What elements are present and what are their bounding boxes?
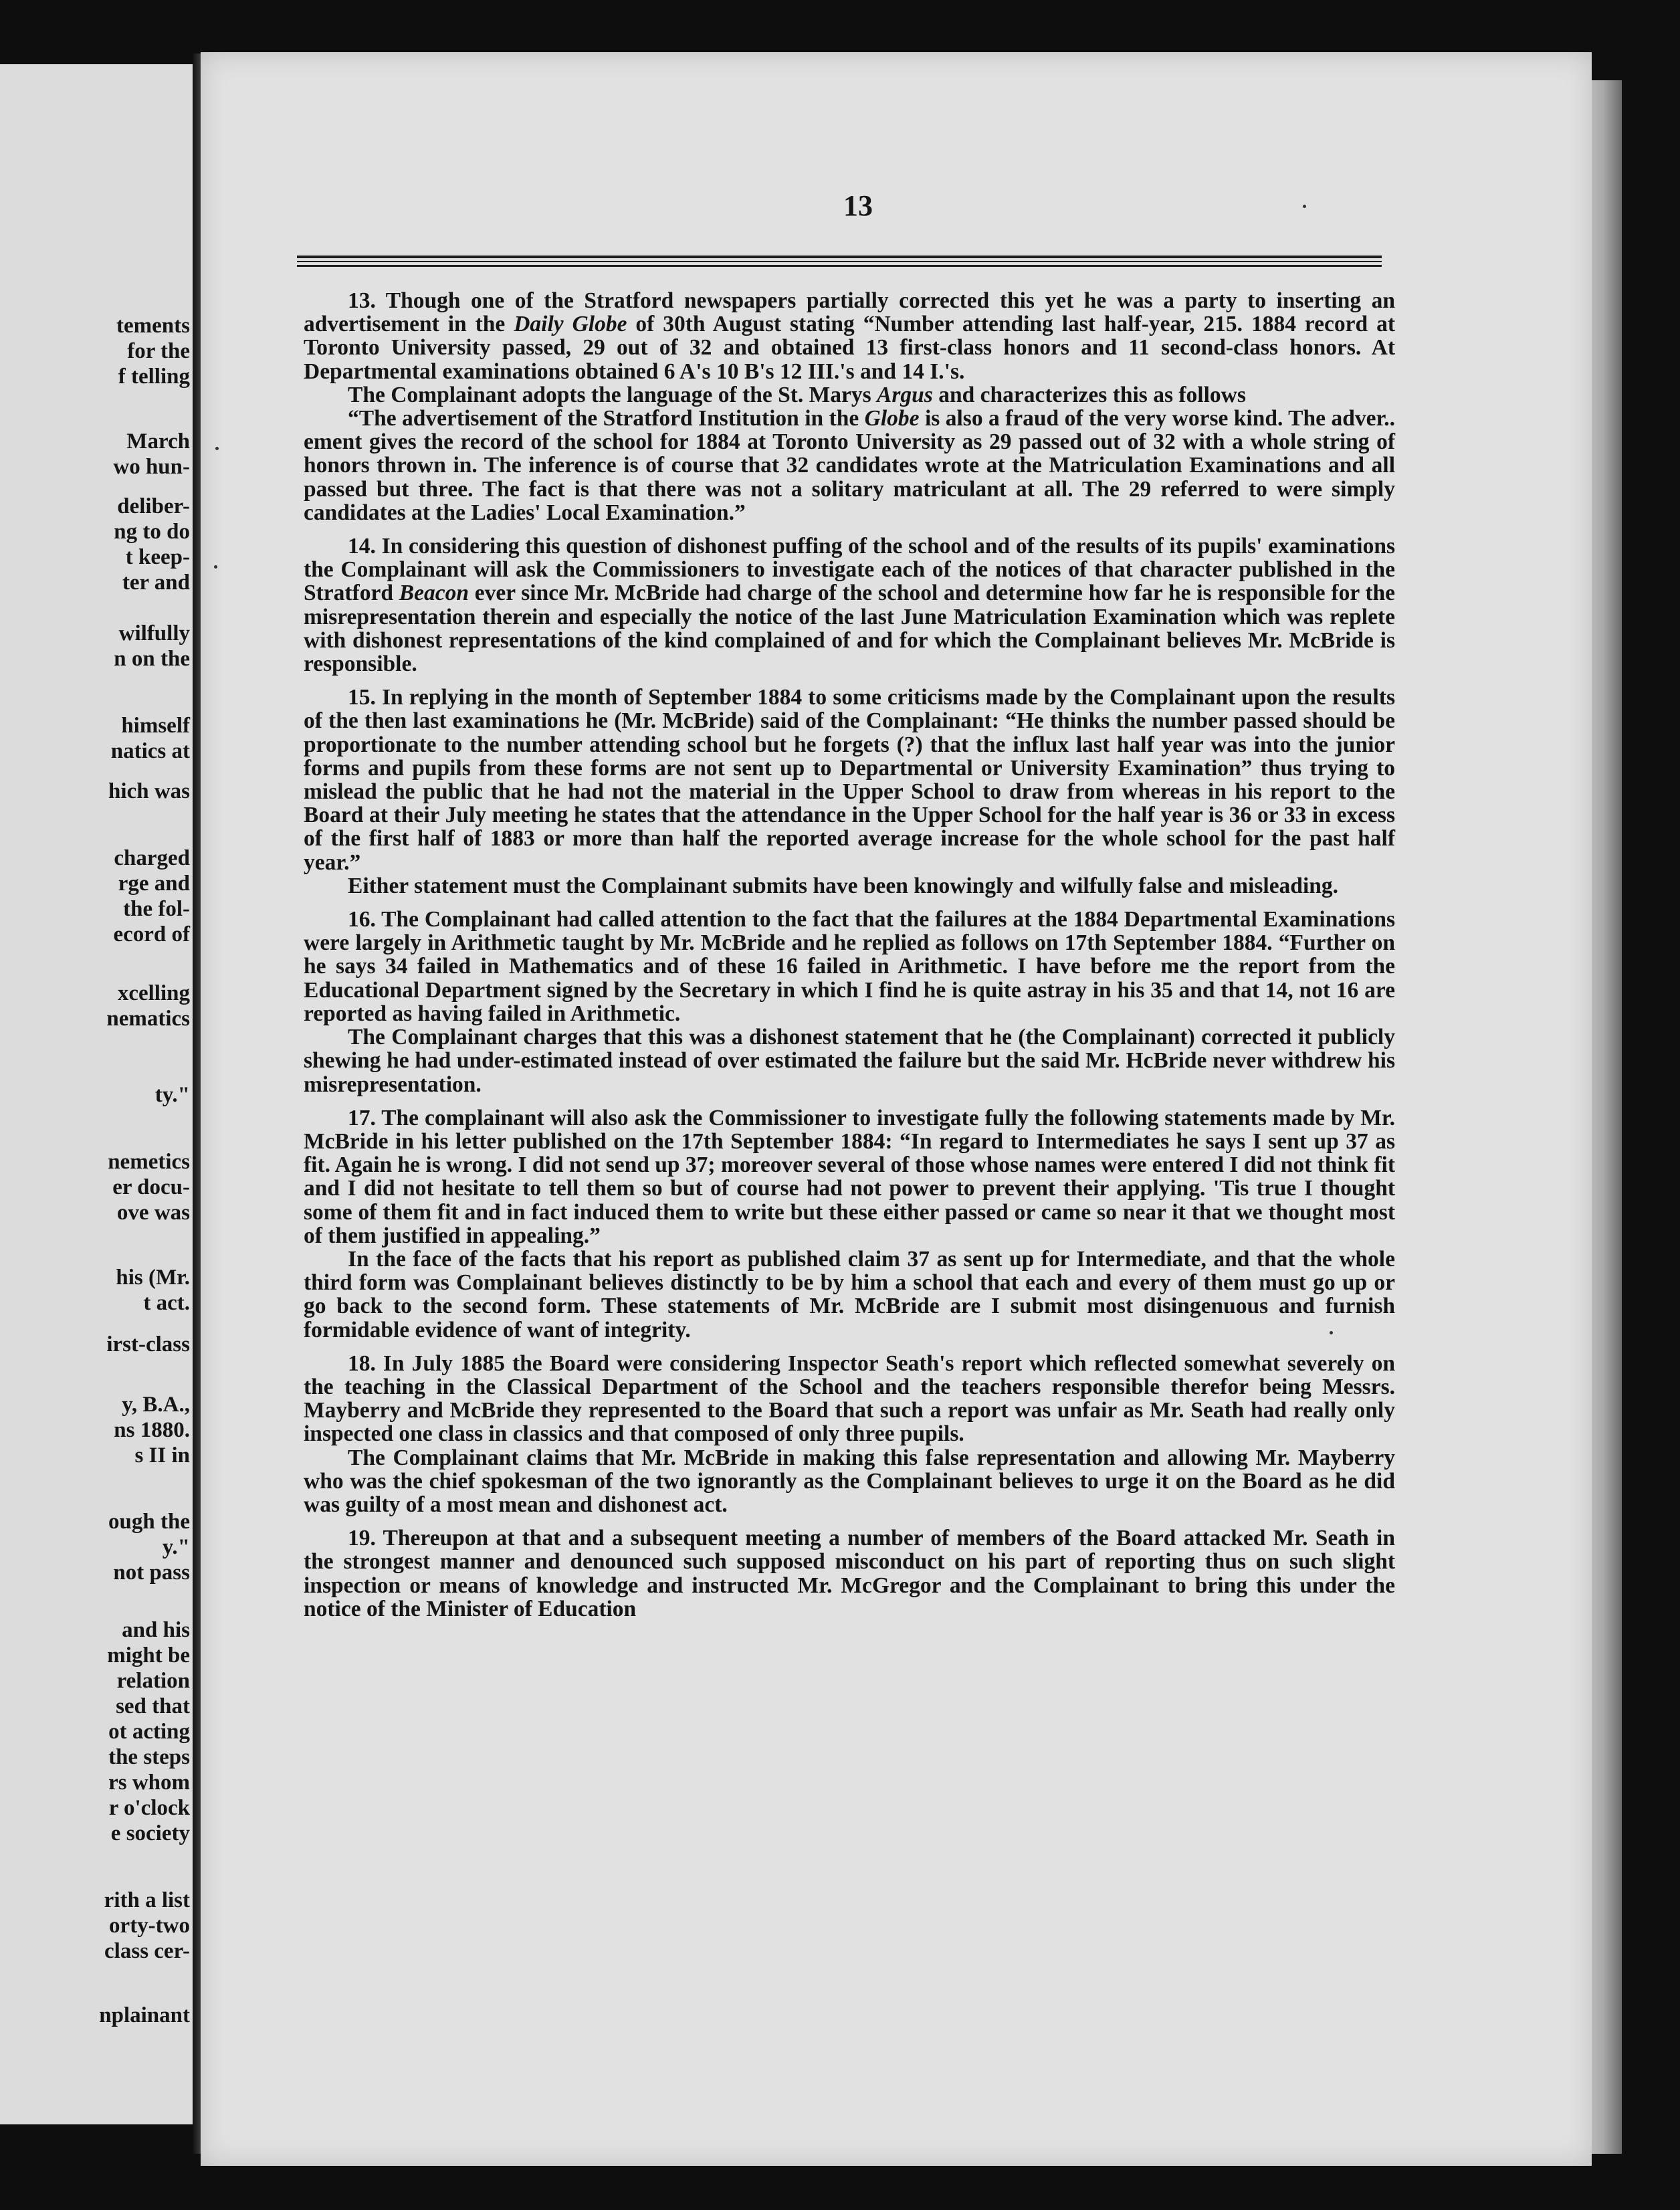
left-fragment-line: charged — [114, 846, 190, 870]
paragraph-18-continued: The Complainant claims that Mr. McBride in making this false representation and allowing Mr. Mayberry who was the chief spokesman of the two ignorantly as the Complainant believes to urge it on the Board as he did was guilty of a most mean and dishonest act. — [304, 1445, 1395, 1517]
paragraph-17-continued: In the face of the facts that his report as published claim 37 as sent up for Intermediate, and that the whole third form was Complainant believes distinctly to be by him a school that each and every of them must go up or go back to the second form. These statements of Mr. McBride are I submit most disingenuous and furnish formidable evidence of want of integrity. — [304, 1246, 1395, 1342]
header-rule — [297, 265, 1382, 267]
header-rule — [297, 261, 1382, 262]
paper-speck — [1330, 1331, 1333, 1334]
paragraph-18: 18. In July 1885 the Board were considering Inspector Seath's report which reflected somewhat severely on the teaching in the Classical Department of the School and the teachers responsible therefor being Messrs. Mayberry and McBride they represented to the Board that such a report was unfair as Mr. Seath had really only inspected one class in classics and that composed of only three pupils. — [304, 1350, 1395, 1447]
paragraph-13-quote: “The advertisement of the Stratford Institution in the Globe is also a fraud of the very worse kind. The adver.. ement gives the record of the school for 1884 at Toronto University as 29 passed out of 32 with a whole string of honors thrown in. The inference is of course that 32 candidates wrote at the Matriculation Examinations and all passed but three. The fact is that there was not a solitary matriculant at all. The 29 referred to were simply candidates at the Ladies' Local Examination.” — [304, 406, 1395, 525]
header-rule — [297, 256, 1382, 258]
left-fragment-line: rs whom — [108, 1771, 190, 1795]
left-fragment-line: t keep- — [125, 545, 190, 569]
previous-page-fragment — [0, 64, 195, 2124]
left-fragment-line: might be — [107, 1643, 190, 1668]
left-fragment-line: and his — [122, 1618, 190, 1642]
left-fragment-line: the steps — [108, 1745, 190, 1769]
left-fragment-line: f telling — [118, 365, 190, 389]
left-fragment-line: e society — [110, 1821, 190, 1845]
left-fragment-line: tements — [116, 314, 190, 338]
paper-speck — [215, 447, 219, 450]
left-fragment-line: ter and — [122, 571, 190, 595]
left-fragment-line: relation — [116, 1669, 190, 1693]
left-fragment-line: ough the — [108, 1510, 190, 1534]
left-fragment-line: himself — [121, 714, 190, 738]
left-fragment-line: ng to do — [114, 520, 190, 544]
left-fragment-line: natics at — [110, 739, 190, 763]
left-fragment-line: xcelling — [117, 981, 190, 1005]
left-fragment-line: nematics — [106, 1007, 190, 1031]
paragraph-16: 16. The Complainant had called attention to the fact that the failures at the 1884 Departmental Examinations were largely in Arithmetic taught by Mr. McBride and he replied as follows on 17th September 1884. “Further on he says 34 failed in Mathematics and of these 16 failed in Arithmetic. I have before me the report from the Educational Department signed by the Secretary in which I find he is quite astray in his 35 and that 14, not 16 are reported as having failed in Arithmetic. — [304, 907, 1395, 1026]
left-fragment-line: nplainant — [99, 2003, 190, 2027]
left-fragment-line: rith a list — [104, 1888, 190, 1912]
left-fragment-line: r o'clock — [108, 1796, 190, 1820]
paper-speck — [214, 565, 217, 569]
paragraph-15-continued: Either statement must the Complainant submits have been knowingly and wilfully false and misleading. — [348, 873, 1339, 898]
page-number: 13 — [843, 189, 873, 222]
left-fragment-line: class cer- — [104, 1939, 190, 1963]
left-fragment-line: the fol- — [123, 897, 190, 921]
left-fragment-line: wilfully — [118, 621, 190, 645]
left-fragment-line: March — [126, 429, 190, 454]
left-fragment-line: y." — [162, 1535, 190, 1559]
left-fragment-line: nemetics — [108, 1150, 190, 1174]
paper-speck — [1303, 205, 1306, 208]
left-fragment-line: his (Mr. — [116, 1266, 190, 1290]
left-fragment-line: not pass — [113, 1561, 190, 1585]
left-fragment-line: sed that — [116, 1694, 190, 1718]
left-fragment-line: ove was — [116, 1201, 190, 1225]
left-fragment-line: wo hun- — [113, 455, 190, 479]
left-fragment-line: er docu- — [112, 1175, 190, 1199]
paragraph-13: 13. Though one of the Stratford newspapers partially corrected this yet he was a party to inserting an advertisement in the Daily Globe of 30th August stating “Number attending last half-year, 215. 1884 record at Toronto University passed, 29 out of 32 and obtained 13 first-class honors and 11 second-class honors. At Departmental examinations obtained 6 A's 10 B's 12 III.'s and 14 I.'s. — [304, 288, 1395, 384]
left-fragment-line: rge and — [118, 872, 190, 896]
left-fragment-line: irst-class — [106, 1332, 190, 1357]
left-fragment-line: orty-two — [109, 1914, 190, 1938]
left-fragment-line: s II in — [134, 1443, 190, 1468]
paragraph-19: 19. Thereupon at that and a subsequent meeting a number of members of the Board attacked Mr. Seath in the strongest manner and denounced such supposed misconduct on his part of reporting thus on such slight inspection or means of knowledge and instructed Mr. McGregor and the Complainant to bring this under the notice of the Minister of Education — [304, 1526, 1395, 1621]
left-fragment-line: t act. — [143, 1291, 190, 1315]
body-text — [304, 289, 1395, 1621]
left-fragment-line: ns 1880. — [114, 1418, 190, 1442]
left-fragment-line: ty." — [154, 1083, 190, 1107]
left-fragment-line: hich was — [108, 779, 190, 803]
left-fragment-line: ecord of — [113, 922, 190, 946]
paragraph-15: 15. In replying in the month of September 1884 to some criticisms made by the Complainant upon the results of the then last examinations he (Mr. McBride) said of the Complainant: “He thinks the number passed should be proportionate to the number attending school but he forgets (?) that the influx last half year was into the junior forms and pupils from these forms are not sent up to Departmental or University Examination” thus trying to mislead the public that he had not the material in the Upper School to draw from whereas in his report to the Board at their July meeting he states that the attendance in the Upper School for the half year is 36 or 33 in excess of the first half of 1883 or more than half the reported average increase for the whole school for the past half year.” — [304, 685, 1395, 875]
left-fragment-line: deliber- — [117, 494, 190, 518]
paragraph-17: 17. The complainant will also ask the Commissioner to investigate fully the following statements made by Mr. McBride in his letter published on the 17th September 1884: “In regard to Intermediates he says I sent up 37 as fit. Again he is wrong. I did not send up 37; moreover several of those whose names were entered I did not think fit and I did not hesitate to tell them so but of course had not power to prevent their applying. 'Tis true I thought some of them fit and in fact induced them to write but these either passed or came so near it that we thought most of them justified in appealing.” — [304, 1105, 1395, 1248]
left-fragment-line: y, B.A., — [122, 1393, 190, 1417]
paragraph-14: 14. In considering this question of dishonest puffing of the school and of the results of its pupils' examinations the Complainant will ask the Commissioners to investigate each of the notices of that character published in the Stratford Beacon ever since Mr. McBride had charge of the school and determine how far he is responsible for the misrepresentation therein and especially the notice of the last June Matriculation Examination which was replete with dishonest representations of the kind complained of and for which the Complainant believes Mr. McBride is responsible. — [304, 534, 1396, 677]
left-fragment-line: for the — [127, 339, 190, 363]
paragraph-16-continued: The Complainant charges that this was a dishonest statement that he (the Complainant) corrected it publicly shewing he had under-estimated instead of over estimated the failure but the said Mr. HcBride never withdrew his misrepresentation. — [304, 1025, 1395, 1097]
left-fragment-line: ot acting — [108, 1720, 190, 1744]
left-fragment-line: n on the — [114, 647, 190, 671]
paragraph-13-argus: The Complainant adopts the language of the St. Marys Argus and characterizes this as follows — [348, 382, 1246, 407]
